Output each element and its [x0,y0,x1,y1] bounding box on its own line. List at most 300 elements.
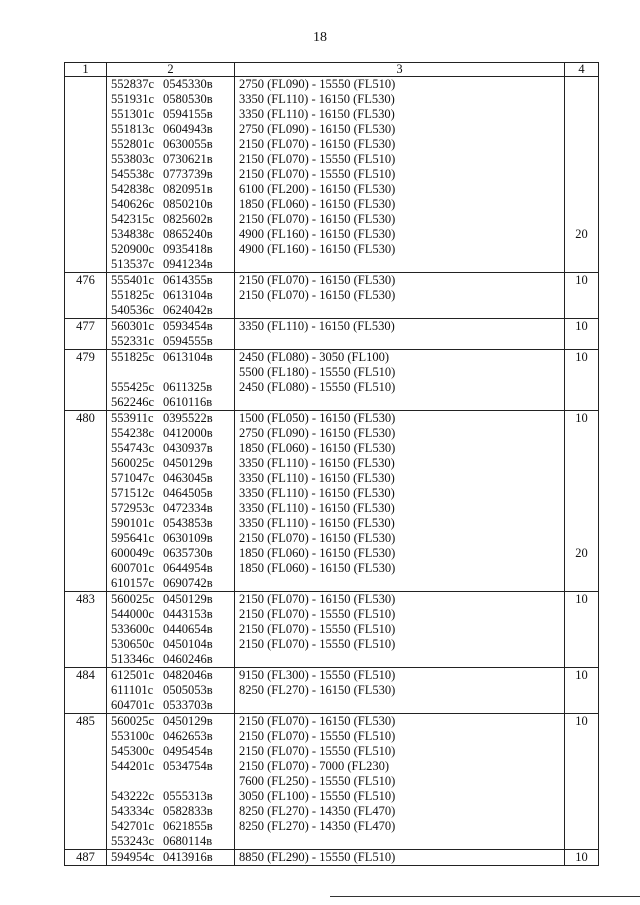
coordinates-cell [107,92,235,107]
zone-number-cell [65,77,107,93]
longitude-value: 0825602в [163,212,213,226]
longitude-value: 0464505в [163,486,213,500]
coordinates-cell [107,380,235,395]
longitude-value: 0730621в [163,152,213,166]
value-cell [565,441,599,456]
value-cell [565,122,599,137]
table-row [65,227,599,242]
zone-number-cell: 484 [65,668,107,684]
value-cell: 10 [565,411,599,427]
latitude-value: 571047с [111,471,155,485]
longitude-value: 0534754в [163,759,213,773]
coordinates-cell [107,303,235,319]
altitude-range-cell: 8850 (FL290) - 15550 (FL510) [235,850,565,866]
coordinates-cell [107,834,235,850]
zone-number-cell [65,441,107,456]
longitude-value: 0593454в [163,319,213,333]
column-header-3: 3 [235,63,565,77]
value-cell: 10 [565,319,599,335]
altitude-range-cell: 1850 (FL060) - 16150 (FL530) [235,441,565,456]
longitude-value: 0580530в [163,92,213,106]
altitude-range-cell: 2150 (FL070) - 16150 (FL530) [235,714,565,730]
longitude-value: 0545330в [163,77,213,91]
latitude-value: 560301с [111,319,155,333]
longitude-value: 0690742в [163,576,213,590]
value-cell [565,501,599,516]
value-cell [565,182,599,197]
coordinates-cell [107,227,235,242]
zone-number-cell [65,212,107,227]
table-row [65,774,599,789]
longitude-value: 0611325в [163,380,213,394]
coordinates-cell [107,729,235,744]
latitude-value: 555425с [111,380,155,394]
altitude-range-cell: 2150 (FL070) - 16150 (FL530) [235,273,565,289]
coordinates-cell [107,486,235,501]
zone-number-cell: 483 [65,592,107,608]
coordinates-cell [107,561,235,576]
altitude-range-cell [235,395,565,411]
latitude-value: 552837с [111,77,155,91]
airspace-table [64,62,599,866]
latitude-value: 610157с [111,576,155,590]
altitude-range-cell: 3350 (FL110) - 16150 (FL530) [235,501,565,516]
coordinates-cell [107,456,235,471]
latitude-value: 543334с [111,804,155,818]
table-row [65,744,599,759]
table-row [65,456,599,471]
value-cell [565,471,599,486]
zone-number-cell [65,561,107,576]
longitude-value: 0865240в [163,227,213,241]
coordinates-cell [107,714,235,730]
value-cell: 10 [565,668,599,684]
zone-number-cell [65,107,107,122]
coordinates-cell [107,182,235,197]
altitude-range-cell: 8250 (FL270) - 16150 (FL530) [235,683,565,698]
value-cell [565,242,599,257]
value-cell [565,303,599,319]
latitude-value: 551813с [111,122,155,136]
table-row [65,212,599,227]
latitude-value: 572953с [111,501,155,515]
coordinates-cell [107,759,235,774]
longitude-value: 0450129в [163,714,213,728]
coordinates-cell [107,850,235,866]
altitude-range-cell [235,303,565,319]
altitude-range-cell: 5500 (FL180) - 15550 (FL510) [235,365,565,380]
table-row [65,683,599,698]
value-cell [565,426,599,441]
latitude-value: 555401с [111,273,155,287]
table-row [65,592,599,608]
latitude-value: 551825с [111,288,155,302]
coordinates-cell [107,804,235,819]
table-row [65,789,599,804]
longitude-value: 0630109в [163,531,213,545]
latitude-value: 553100с [111,729,155,743]
latitude-value: 540536с [111,303,155,317]
table-row [65,607,599,622]
coordinates-cell [107,819,235,834]
altitude-range-cell: 2150 (FL070) - 15550 (FL510) [235,729,565,744]
longitude-value: 0472334в [163,501,213,515]
altitude-range-cell: 3350 (FL110) - 16150 (FL530) [235,486,565,501]
table-row [65,637,599,652]
zone-number-cell [65,395,107,411]
longitude-value: 0533703в [163,698,213,712]
table-row [65,107,599,122]
coordinates-cell [107,637,235,652]
latitude-value: 562246с [111,395,155,409]
value-cell: 10 [565,592,599,608]
latitude-value: 533600с [111,622,155,636]
table-row [65,350,599,366]
table-row [65,273,599,289]
longitude-value: 0594555в [163,334,213,348]
table-row [65,167,599,182]
zone-number-cell [65,380,107,395]
value-cell [565,759,599,774]
table-row [65,92,599,107]
zone-number-cell [65,819,107,834]
value-cell [565,804,599,819]
table-row [65,546,599,561]
longitude-value: 0450129в [163,456,213,470]
altitude-range-cell: 3350 (FL110) - 16150 (FL530) [235,471,565,486]
table-row [65,819,599,834]
table-row [65,652,599,668]
zone-number-cell [65,334,107,350]
longitude-value: 0613104в [163,350,213,364]
value-cell [565,834,599,850]
table-row [65,365,599,380]
zone-number-cell [65,456,107,471]
coordinates-cell [107,334,235,350]
latitude-value: 553243с [111,834,155,848]
value-cell [565,167,599,182]
value-cell [565,152,599,167]
zone-number-cell [65,516,107,531]
coordinates-cell [107,607,235,622]
altitude-range-cell: 2150 (FL070) - 16150 (FL530) [235,137,565,152]
value-cell: 10 [565,273,599,289]
altitude-range-cell: 3350 (FL110) - 16150 (FL530) [235,319,565,335]
zone-number-cell: 487 [65,850,107,866]
table-row [65,152,599,167]
coordinates-cell [107,698,235,714]
coordinates-cell [107,683,235,698]
value-cell [565,395,599,411]
longitude-value: 0680114в [163,834,213,848]
table-row [65,698,599,714]
value-cell [565,107,599,122]
zone-number-cell [65,759,107,774]
coordinates-cell [107,288,235,303]
zone-number-cell [65,92,107,107]
table-row [65,441,599,456]
value-cell [565,92,599,107]
value-cell: 20 [565,227,599,242]
altitude-range-cell: 3350 (FL110) - 16150 (FL530) [235,516,565,531]
latitude-value: 513346с [111,652,155,666]
table-row [65,426,599,441]
table-row [65,122,599,137]
table-row [65,834,599,850]
coordinates-cell [107,242,235,257]
coordinates-cell [107,197,235,212]
table-row [65,380,599,395]
value-cell [565,637,599,652]
value-cell [565,789,599,804]
longitude-value: 0850210в [163,197,213,211]
zone-number-cell [65,152,107,167]
zone-number-cell: 485 [65,714,107,730]
table-row [65,486,599,501]
coordinates-cell [107,411,235,427]
value-cell [565,607,599,622]
value-cell: 10 [565,714,599,730]
table-row [65,303,599,319]
zone-number-cell [65,637,107,652]
table-row [65,561,599,576]
coordinates-cell [107,789,235,804]
altitude-range-cell [235,652,565,668]
altitude-range-cell: 3350 (FL110) - 16150 (FL530) [235,107,565,122]
longitude-value: 0495454в [163,744,213,758]
longitude-value: 0460246в [163,652,213,666]
latitude-value: 600049с [111,546,155,560]
zone-number-cell: 480 [65,411,107,427]
table-row [65,622,599,637]
longitude-value: 0630055в [163,137,213,151]
value-cell [565,288,599,303]
longitude-value: 0463045в [163,471,213,485]
zone-number-cell [65,137,107,152]
altitude-range-cell: 2150 (FL070) - 15550 (FL510) [235,607,565,622]
table-row [65,531,599,546]
table-row [65,714,599,730]
table-row [65,471,599,486]
table-row [65,242,599,257]
coordinates-cell [107,774,235,789]
coordinates-cell [107,652,235,668]
table-row [65,319,599,335]
zone-number-cell [65,774,107,789]
value-cell [565,197,599,212]
value-cell [565,683,599,698]
column-header-2: 2 [107,63,235,77]
coordinates-cell [107,257,235,273]
value-cell [565,561,599,576]
altitude-range-cell: 1850 (FL060) - 16150 (FL530) [235,197,565,212]
table-row [65,197,599,212]
zone-number-cell [65,182,107,197]
longitude-value: 0604943в [163,122,213,136]
altitude-range-cell: 3350 (FL110) - 16150 (FL530) [235,456,565,471]
coordinates-cell [107,576,235,592]
value-cell [565,729,599,744]
table-row [65,137,599,152]
latitude-value: 560025с [111,714,155,728]
longitude-value: 0635730в [163,546,213,560]
latitude-value: 600701с [111,561,155,575]
altitude-range-cell: 2750 (FL090) - 16150 (FL530) [235,122,565,137]
latitude-value: 542838с [111,182,155,196]
zone-number-cell [65,744,107,759]
altitude-range-cell: 2150 (FL070) - 16150 (FL530) [235,212,565,227]
coordinates-cell [107,107,235,122]
altitude-range-cell: 4900 (FL160) - 16150 (FL530) [235,242,565,257]
longitude-value: 0543853в [163,516,213,530]
latitude-value: 595641с [111,531,155,545]
table-row [65,804,599,819]
zone-number-cell [65,242,107,257]
longitude-value: 0412000в [163,426,213,440]
latitude-value: 530650с [111,637,155,651]
table-row [65,850,599,866]
latitude-value: 604701с [111,698,155,712]
zone-number-cell: 476 [65,273,107,289]
coordinates-cell [107,212,235,227]
latitude-value: 513537с [111,257,155,271]
altitude-range-cell: 2450 (FL080) - 15550 (FL510) [235,380,565,395]
value-cell [565,456,599,471]
zone-number-cell [65,683,107,698]
zone-number-cell [65,365,107,380]
table-row [65,395,599,411]
altitude-range-cell: 1850 (FL060) - 16150 (FL530) [235,561,565,576]
value-cell [565,365,599,380]
value-cell [565,819,599,834]
longitude-value: 0450129в [163,592,213,606]
altitude-range-cell: 2150 (FL070) - 16150 (FL530) [235,592,565,608]
table-row [65,516,599,531]
zone-number-cell [65,729,107,744]
zone-number-cell [65,122,107,137]
value-cell [565,576,599,592]
zone-number-cell [65,834,107,850]
value-cell [565,380,599,395]
latitude-value: 543222с [111,789,155,803]
longitude-value: 0644954в [163,561,213,575]
altitude-range-cell: 2150 (FL070) - 15550 (FL510) [235,744,565,759]
coordinates-cell [107,471,235,486]
zone-number-cell [65,652,107,668]
page-number: 18 [313,30,327,45]
altitude-range-cell: 7600 (FL250) - 15550 (FL510) [235,774,565,789]
zone-number-cell [65,531,107,546]
altitude-range-cell: 1850 (FL060) - 16150 (FL530) [235,546,565,561]
latitude-value: 540626с [111,197,155,211]
coordinates-cell [107,167,235,182]
zone-number-cell [65,789,107,804]
coordinates-cell [107,77,235,93]
value-cell [565,774,599,789]
coordinates-cell [107,668,235,684]
altitude-range-cell: 2750 (FL090) - 16150 (FL530) [235,426,565,441]
coordinates-cell [107,441,235,456]
latitude-value: 544000с [111,607,155,621]
longitude-value: 0594155в [163,107,213,121]
coordinates-cell [107,622,235,637]
value-cell [565,257,599,273]
latitude-value: 590101с [111,516,155,530]
longitude-value: 0935418в [163,242,213,256]
zone-number-cell [65,622,107,637]
value-cell [565,744,599,759]
altitude-range-cell: 9150 (FL300) - 15550 (FL510) [235,668,565,684]
longitude-value: 0462653в [163,729,213,743]
value-cell [565,77,599,93]
latitude-value: 552331с [111,334,155,348]
latitude-value: 551825с [111,350,155,364]
longitude-value: 0773739в [163,167,213,181]
longitude-value: 0430937в [163,441,213,455]
value-cell [565,137,599,152]
zone-number-cell [65,804,107,819]
zone-number-cell: 477 [65,319,107,335]
coordinates-cell [107,319,235,335]
latitude-value: 553911с [111,411,154,425]
latitude-value: 542315с [111,212,155,226]
value-cell [565,516,599,531]
value-cell [565,334,599,350]
latitude-value: 571512с [111,486,155,500]
zone-number-cell [65,227,107,242]
zone-number-cell [65,167,107,182]
table-row [65,334,599,350]
latitude-value: 544201с [111,759,155,773]
table-row [65,576,599,592]
table-row [65,411,599,427]
latitude-value: 545300с [111,744,155,758]
altitude-range-cell: 3350 (FL110) - 16150 (FL530) [235,92,565,107]
longitude-value: 0440654в [163,622,213,636]
column-header-1: 1 [65,63,107,77]
longitude-value: 0610116в [163,395,213,409]
latitude-value: 554238с [111,426,155,440]
latitude-value: 554743с [111,441,155,455]
longitude-value: 0820951в [163,182,213,196]
coordinates-cell [107,744,235,759]
table-row [65,288,599,303]
coordinates-cell [107,546,235,561]
zone-number-cell [65,698,107,714]
table-row [65,729,599,744]
value-cell [565,652,599,668]
coordinates-cell [107,501,235,516]
coordinates-cell [107,122,235,137]
longitude-value: 0621855в [163,819,213,833]
longitude-value: 0624042в [163,303,213,317]
longitude-value: 0941234в [163,257,213,271]
altitude-range-cell: 2150 (FL070) - 15550 (FL510) [235,167,565,182]
zone-number-cell: 479 [65,350,107,366]
zone-number-cell [65,471,107,486]
table-row [65,501,599,516]
coordinates-cell [107,592,235,608]
latitude-value: 612501с [111,668,155,682]
altitude-range-cell: 2750 (FL090) - 15550 (FL510) [235,77,565,93]
altitude-range-cell: 2150 (FL070) - 16150 (FL530) [235,288,565,303]
latitude-value: 551301с [111,107,155,121]
longitude-value: 0613104в [163,288,213,302]
altitude-range-cell: 2150 (FL070) - 7000 (FL230) [235,759,565,774]
coordinates-cell [107,137,235,152]
latitude-value: 560025с [111,592,155,606]
longitude-value: 0482046в [163,668,213,682]
